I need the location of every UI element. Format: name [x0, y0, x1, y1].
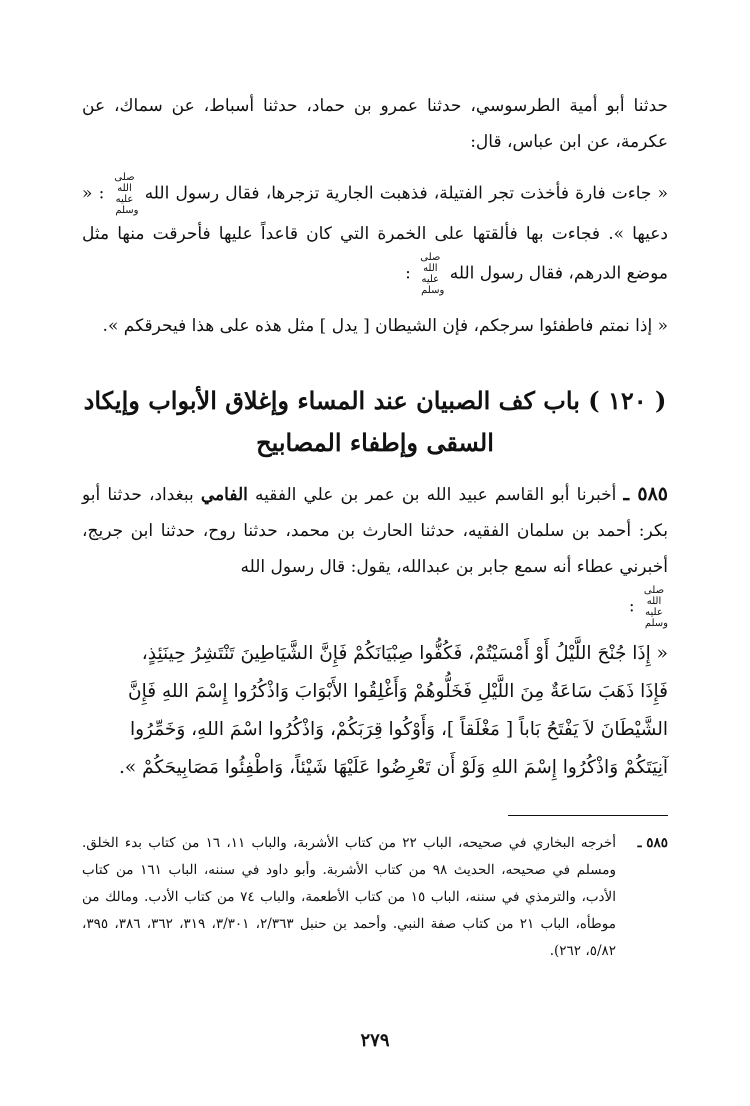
story-text-a: « جاءت فارة فأخذت تجر الفتيلة، فذهبت الجارية تزجرها، فقال رسول الله [144, 183, 669, 204]
story-text-c: : [405, 263, 411, 284]
hadith-number: ٥٨٥ ـ [623, 483, 668, 505]
quote-paragraph [82, 308, 668, 344]
footnote [82, 830, 668, 965]
hadith-text-c: : [628, 596, 635, 617]
chapter-title-line-2: السقى وإطفاء المصابيح [256, 428, 494, 457]
story-paragraph [82, 172, 668, 296]
pbuh-honorific: صلى الله عليه وسلم [643, 585, 668, 629]
isnad-line-2: عن عكرمة، عن ابن عباس، قال: [82, 96, 668, 152]
hadith-text-b: ببغداد، حدثنا أبو بكر: أحمد بن سلمان الفقيه، حدثنا الحارث بن محمد، حدثنا روح، حدثنا ابن جريج، أخبرني عطاء أنه سمع جابر بن عبدالله، يقول: قال رسول الله [82, 485, 668, 577]
prophetic-line-1: « إِذَا جُنْحَ اللَّيْلُ أَوْ أَمْسَيْتُمْ، فَكُفُّوا صِبْيَانَكُمْ فَإِنَّ الشَّيَاطِينَ تَنْتَشِرُ حِينَئِذٍ، [141, 643, 668, 664]
footnote-divider [508, 815, 668, 816]
prophetic-text-block [82, 635, 668, 787]
isnad-line-1: حدثنا أبو أمية الطرسوسي، حدثنا عمرو بن حماد، حدثنا أسباط، عن سماك، [114, 96, 668, 116]
quote-text: « إذا نمتم فاطفئوا سرجكم، فإن الشيطان [ يدل ] مثل هذه على هذا فيحرقكم ». [102, 316, 668, 336]
prophetic-line-2: فَإِذَا ذَهَبَ سَاعَةٌ مِنَ اللَّيْلِ فَخَلُّوهُمْ وَأَغْلِقُوا الأَبْوَابَ وَاذْكُرُوا إِسْمَ اللهِ فَإِنَّ [128, 681, 668, 702]
prophetic-line-3: الشَّيْطَانَ لاَ يَفْتَحُ بَاباً [ مَغْلَقاً ]، وَأَوْكُوا قِرَبَكُمْ، وَاذْكُرُوا اسْمَ اللهِ، وَخَمِّرُوا [129, 719, 668, 740]
footnote-text: أخرجه البخاري في صحيحه، الباب ٢٢ من كتاب الأشربة، والباب ١١، ١٦ من كتاب بدء الخلق. ومسلم في صحيحه، الحديث ٩٨ من كتاب الأشربة. وأبو داود في سننه، الباب ١٦١ من كتاب الأدب، والترمذي في سننه، الباب ١٥ من كتاب الأطعمة، والباب ٧٤ من كتاب الأدب. ومالك من موطأه، الباب ٢١ من كتاب صفة النبي. وأحمد بن حنبل ٢/٣٦٣، ٣/٣٠١، ٣١٩، ٣٦٢، ٣٨٦، ٣٩٥، ٥/٨٢، ٢٦٢). [82, 835, 617, 959]
footnote-number: ٥٨٥ ـ [637, 835, 668, 851]
pbuh-honorific: صلى الله عليه وسلم [114, 172, 139, 216]
pbuh-honorific: صلى الله عليه وسلم [420, 252, 445, 296]
chapter-heading [82, 380, 668, 464]
isnad-paragraph [82, 88, 668, 160]
hadith-text-a: أخبرنا أبو القاسم عبيد الله بن عمر بن علي الفقيه [255, 485, 617, 505]
chapter-title-line-1: ( ١٢٠ ) باب كف الصبيان عند المساء وإغلاق الأبواب وإيكاد [83, 386, 667, 415]
prophetic-line-4: آنِيَتَكُمْ وَاذْكُرُوا إِسْمَ اللهِ وَلَوْ أَن تَعْرِضُوا عَلَيْهَا شَيْئاً، وَاطْفِئُوا مَصَابِيحَكُمْ ». [119, 757, 668, 778]
page-number: ٢٧٩ [360, 1030, 390, 1051]
hadith-paragraph [82, 476, 668, 629]
story-text-b: : « دعيها ». فجاءت بها فألقتها على الخمرة التي كان قاعداً عليها فأحرقت منها مثل موضع الدرهم، فقال رسول الله [82, 183, 668, 284]
narrator-name: الفامي [200, 485, 248, 505]
